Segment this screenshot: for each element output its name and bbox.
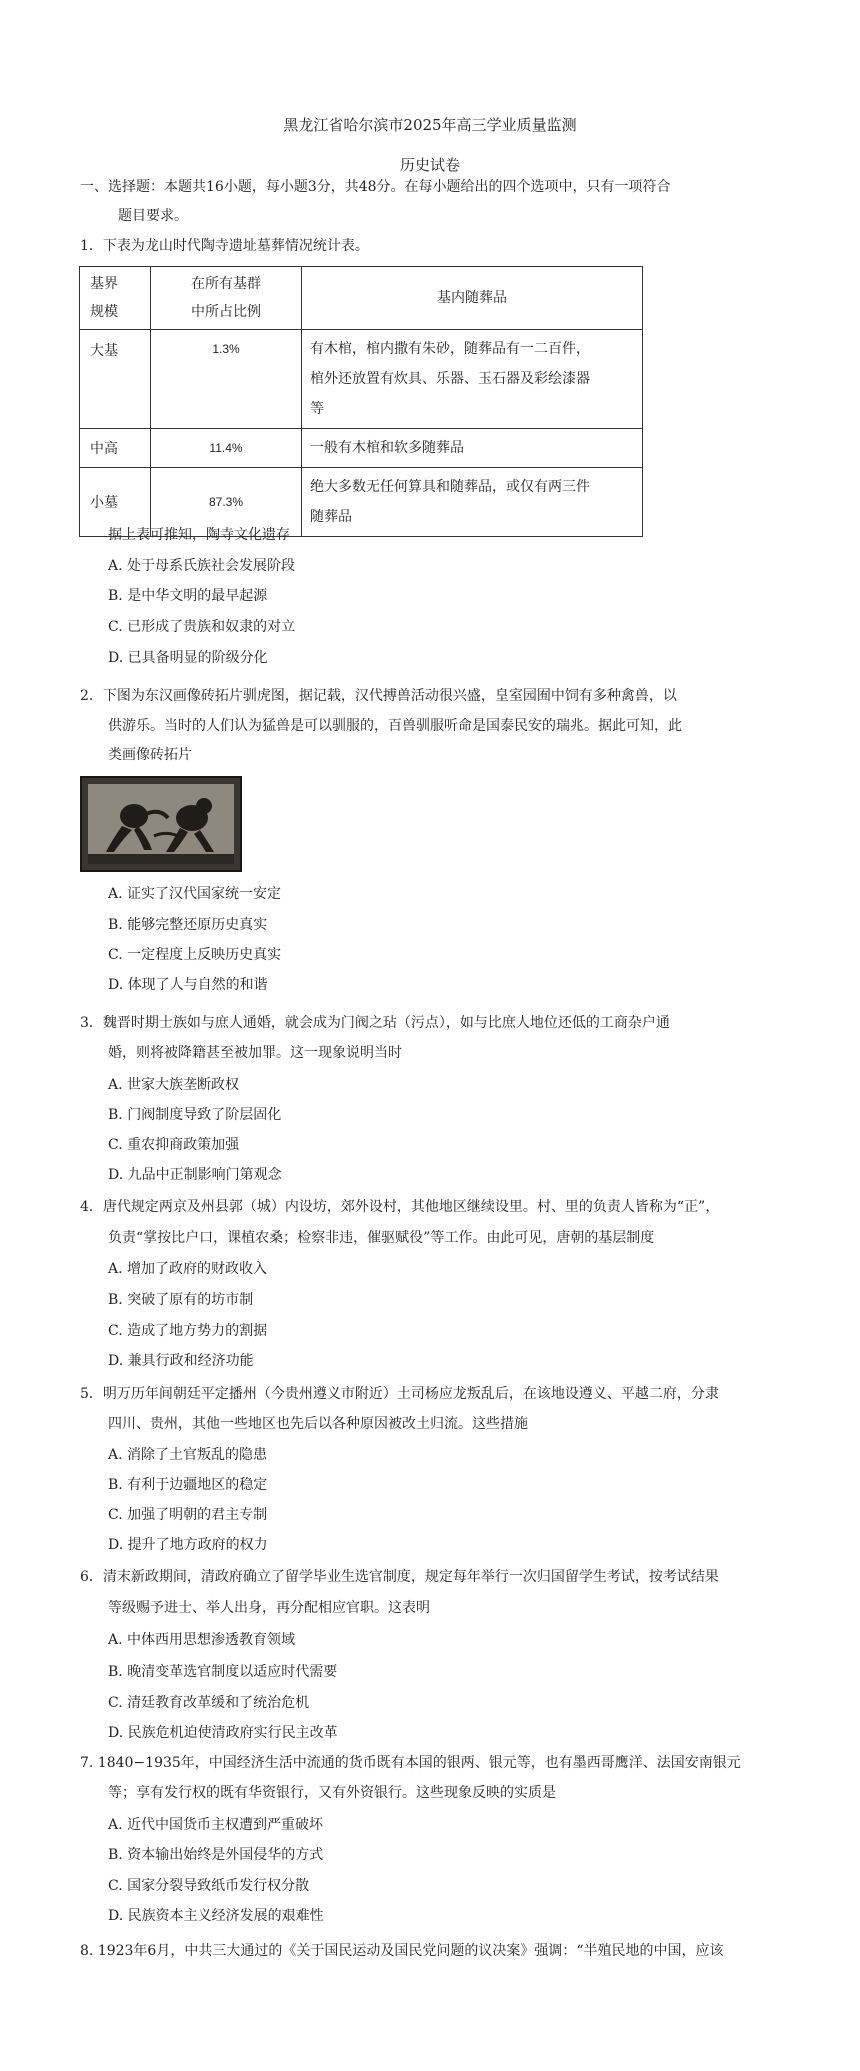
q1-option-a[interactable]: A. 处于母系氏族社会发展阶段 bbox=[108, 558, 296, 574]
cell-percent: 87.3% bbox=[151, 468, 302, 537]
section-instruction-cont: 题目要求。 bbox=[118, 208, 188, 224]
rubbing-illustration bbox=[82, 778, 240, 870]
q4-option-d[interactable]: D. 兼具行政和经济功能 bbox=[108, 1353, 254, 1369]
page-title: 黑龙江省哈尔滨市2025年高三学业质量监测 bbox=[283, 116, 577, 134]
table-row bbox=[80, 429, 643, 468]
cell-goods: 一般有木棺和软多随葬品 bbox=[302, 429, 643, 468]
tomb-statistics-table bbox=[79, 266, 643, 537]
q4-option-b[interactable]: B. 突破了原有的坊市制 bbox=[108, 1292, 254, 1308]
question-8-stem: 8. 1923年6月，中共三大通过的《关于国民运动及国民党问题的议决案》强调：“半殖民地的中国，应该 bbox=[80, 1943, 724, 1959]
cell-scale: 中高 bbox=[80, 429, 151, 468]
question-4-stem: 4．唐代规定两京及州县郭（城）内设坊，郊外设村，其他地区继续设里。村、里的负责人皆称为“正”， bbox=[80, 1199, 720, 1215]
cell-percent: 11.4% bbox=[151, 429, 302, 468]
q4-option-c[interactable]: C. 造成了地方势力的割据 bbox=[108, 1323, 268, 1339]
q3-option-d[interactable]: D. 九品中正制影响门第观念 bbox=[108, 1167, 282, 1183]
question-2-stem-cont: 供游乐。当时的人们认为猛兽是可以驯服的，百兽驯服听命是国泰民安的瑞兆。据此可知，此 bbox=[108, 718, 682, 734]
question-7-stem: 7. 1840−1935年，中国经济生活中流通的货币既有本国的银两、银元等，也有墨西哥鹰洋、法国安南银元 bbox=[80, 1755, 741, 1771]
q2-option-d[interactable]: D. 体现了人与自然的和谐 bbox=[108, 977, 268, 993]
cell-goods: 有木棺，棺内撒有朱砂，随葬品有一二百件， 棺外还放置有炊具、乐器、玉石器及彩绘漆器 等 bbox=[302, 330, 643, 429]
question-5-stem-cont: 四川、贵州，其他一些地区也先后以各种原因被改土归流。这些措施 bbox=[108, 1416, 528, 1432]
header-scale: 基界 规模 bbox=[80, 267, 151, 330]
q3-option-b[interactable]: B. 门阀制度导致了阶层固化 bbox=[108, 1107, 282, 1123]
question-3-stem-cont: 婚，则将被降籍甚至被加罪。这一现象说明当时 bbox=[108, 1045, 402, 1061]
q6-option-b[interactable]: B. 晚清变革选官制度以适应时代需要 bbox=[108, 1664, 338, 1680]
question-7-stem-cont: 等；享有发行权的既有华资银行，又有外资银行。这些现象反映的实质是 bbox=[108, 1785, 556, 1801]
cell-percent: 1.3% bbox=[151, 330, 302, 429]
q7-option-d[interactable]: D. 民族资本主义经济发展的艰难性 bbox=[108, 1908, 324, 1924]
cell-scale: 大基 bbox=[80, 330, 151, 429]
question-5-stem: 5．明万历年间朝廷平定播州（今贵州遵义市附近）土司杨应龙叛乱后，在该地设遵义、平越二府，分隶 bbox=[80, 1386, 719, 1402]
table-header-row bbox=[80, 267, 643, 330]
question-1-stem: 1．下表为龙山时代陶寺遗址墓葬情况统计表。 bbox=[80, 238, 369, 254]
tiger-taming-rubbing-image bbox=[80, 776, 242, 872]
q1-option-b[interactable]: B. 是中华文明的最早起源 bbox=[108, 588, 268, 604]
q7-option-b[interactable]: B. 资本输出始终是外国侵华的方式 bbox=[108, 1847, 324, 1863]
q6-option-a[interactable]: A. 中体西用思想渗透教育领域 bbox=[108, 1632, 296, 1648]
table-row bbox=[80, 330, 643, 429]
q2-option-c[interactable]: C. 一定程度上反映历史真实 bbox=[108, 947, 282, 963]
question-6-stem: 6．清末新政期间，清政府确立了留学毕业生选官制度，规定每年举行一次归国留学生考试，按考试结果 bbox=[80, 1569, 719, 1585]
q5-option-b[interactable]: B. 有利于边疆地区的稳定 bbox=[108, 1477, 268, 1493]
section-instruction: 一、选择题：本题共16小题，每小题3分，共48分。在每小题给出的四个选项中，只有一项符合 bbox=[80, 179, 671, 195]
q1-option-d[interactable]: D. 已具备明显的阶级分化 bbox=[108, 650, 268, 666]
q6-option-c[interactable]: C. 清廷教育改革缓和了统治危机 bbox=[108, 1695, 310, 1711]
q5-option-a[interactable]: A. 消除了土官叛乱的隐患 bbox=[108, 1447, 268, 1463]
q3-option-a[interactable]: A. 世家大族垄断政权 bbox=[108, 1077, 240, 1093]
header-goods: 基内随葬品 bbox=[302, 267, 643, 330]
question-2-stem: 2．下图为东汉画像砖拓片驯虎图，据记载，汉代搏兽活动很兴盛，皇室园囿中饲有多种禽兽，以 bbox=[80, 688, 677, 704]
page-subtitle: 历史试卷 bbox=[399, 156, 460, 174]
q7-option-c[interactable]: C. 国家分裂导致纸币发行权分散 bbox=[108, 1878, 310, 1894]
question-1-lead: 据上表可推知，陶寺文化遗存 bbox=[108, 527, 290, 543]
q6-option-d[interactable]: D. 民族危机迫使清政府实行民主改革 bbox=[108, 1725, 338, 1741]
question-4-stem-cont: 负责“掌按比户口，课植农桑；检察非违，催驱赋役”等工作。由此可见，唐朝的基层制度 bbox=[108, 1230, 655, 1246]
q2-option-a[interactable]: A. 证实了汉代国家统一安定 bbox=[108, 886, 282, 902]
q4-option-a[interactable]: A. 增加了政府的财政收入 bbox=[108, 1261, 268, 1277]
cell-goods: 绝大多数无任何算具和随葬品，或仅有两三件 随葬品 bbox=[302, 468, 643, 537]
q2-option-b[interactable]: B. 能够完整还原历史真实 bbox=[108, 917, 268, 933]
question-6-stem-cont: 等级赐予进士、举人出身，再分配相应官职。这表明 bbox=[108, 1600, 430, 1616]
question-2-stem-end: 类画像砖拓片 bbox=[108, 747, 192, 763]
q1-option-c[interactable]: C. 已形成了贵族和奴隶的对立 bbox=[108, 619, 296, 635]
question-3-stem: 3．魏晋时期士族如与庶人通婚，就会成为门阀之玷（污点），如与比庶人地位还低的工商杂户通 bbox=[80, 1015, 670, 1031]
q7-option-a[interactable]: A. 近代中国货币主权遭到严重破坏 bbox=[108, 1817, 324, 1833]
q3-option-c[interactable]: C. 重农抑商政策加强 bbox=[108, 1137, 240, 1153]
q5-option-c[interactable]: C. 加强了明朝的君主专制 bbox=[108, 1507, 268, 1523]
header-percent: 在所有基群 中所占比例 bbox=[151, 267, 302, 330]
cell-scale: 小墓 bbox=[80, 468, 151, 537]
q5-option-d[interactable]: D. 提升了地方政府的权力 bbox=[108, 1537, 268, 1553]
